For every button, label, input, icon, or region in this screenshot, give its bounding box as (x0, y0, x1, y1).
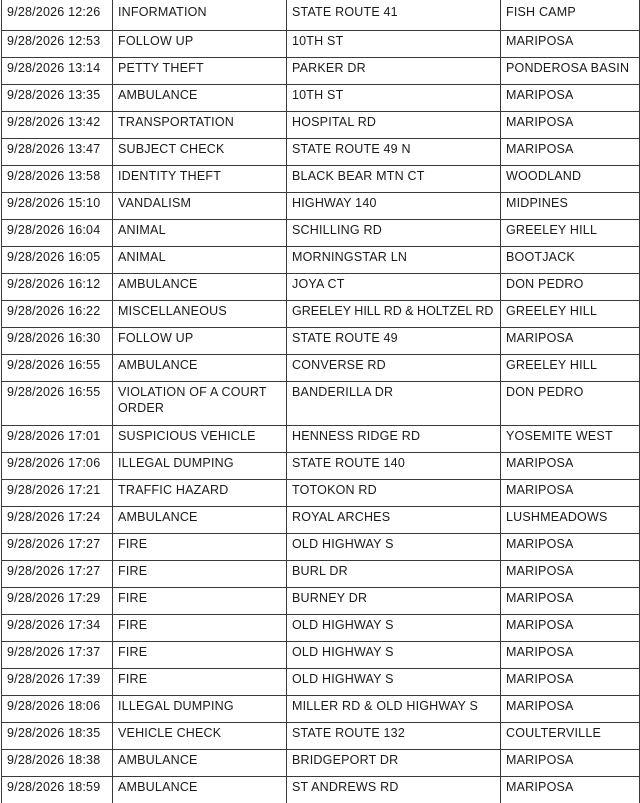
cell-type: VEHICLE CHECK (113, 722, 287, 749)
cell-type: AMBULANCE (113, 749, 287, 776)
cell-area: MARIPOSA (501, 560, 640, 587)
cell-datetime: 9/28/2026 17:01 (2, 425, 113, 452)
cell-type: INFORMATION (113, 0, 287, 30)
cell-location: STATE ROUTE 49 N (287, 138, 501, 165)
cell-area: YOSEMITE WEST (501, 425, 640, 452)
table-row (2, 533, 640, 560)
cell-location: STATE ROUTE 41 (287, 0, 501, 30)
cell-type: FIRE (113, 587, 287, 614)
cell-datetime: 9/28/2026 17:37 (2, 641, 113, 668)
cell-datetime: 9/28/2026 17:27 (2, 533, 113, 560)
table-row (2, 560, 640, 587)
cell-area: LUSHMEADOWS (501, 506, 640, 533)
cell-location: TOTOKON RD (287, 479, 501, 506)
cell-location: STATE ROUTE 49 (287, 327, 501, 354)
table-row (2, 0, 640, 30)
cell-area: MARIPOSA (501, 614, 640, 641)
table-row (2, 425, 640, 452)
cell-datetime: 9/28/2026 16:55 (2, 354, 113, 381)
cell-datetime: 9/28/2026 16:55 (2, 381, 113, 425)
cell-location: HOSPITAL RD (287, 111, 501, 138)
cell-type: AMBULANCE (113, 273, 287, 300)
incident-log-body (2, 0, 640, 803)
cell-type: PETTY THEFT (113, 57, 287, 84)
cell-area: FISH CAMP (501, 0, 640, 30)
table-row (2, 452, 640, 479)
cell-datetime: 9/28/2026 18:59 (2, 776, 113, 803)
table-row (2, 749, 640, 776)
cell-location: 10TH ST (287, 30, 501, 57)
cell-area: MARIPOSA (501, 749, 640, 776)
cell-datetime: 9/28/2026 16:12 (2, 273, 113, 300)
cell-type: AMBULANCE (113, 776, 287, 803)
cell-area: MARIPOSA (501, 327, 640, 354)
cell-location: OLD HIGHWAY S (287, 614, 501, 641)
cell-area: MARIPOSA (501, 587, 640, 614)
cell-location: STATE ROUTE 140 (287, 452, 501, 479)
cell-location: BLACK BEAR MTN CT (287, 165, 501, 192)
cell-area: DON PEDRO (501, 273, 640, 300)
table-row (2, 57, 640, 84)
cell-datetime: 9/28/2026 13:58 (2, 165, 113, 192)
cell-area: MARIPOSA (501, 641, 640, 668)
cell-datetime: 9/28/2026 18:06 (2, 695, 113, 722)
cell-type: TRANSPORTATION (113, 111, 287, 138)
cell-type: FIRE (113, 533, 287, 560)
table-row (2, 300, 640, 327)
cell-type: VIOLATION OF A COURT ORDER (113, 381, 287, 425)
incident-log-table (1, 0, 640, 803)
cell-datetime: 9/28/2026 17:29 (2, 587, 113, 614)
cell-location: HENNESS RIDGE RD (287, 425, 501, 452)
cell-type: VANDALISM (113, 192, 287, 219)
cell-type: ANIMAL (113, 219, 287, 246)
cell-location: MILLER RD & OLD HIGHWAY S (287, 695, 501, 722)
table-row (2, 246, 640, 273)
cell-area: GREELEY HILL (501, 300, 640, 327)
cell-datetime: 9/28/2026 15:10 (2, 192, 113, 219)
cell-datetime: 9/28/2026 17:06 (2, 452, 113, 479)
cell-area: DON PEDRO (501, 381, 640, 425)
cell-location: HIGHWAY 140 (287, 192, 501, 219)
cell-datetime: 9/28/2026 17:39 (2, 668, 113, 695)
cell-type: AMBULANCE (113, 354, 287, 381)
cell-location: MORNINGSTAR LN (287, 246, 501, 273)
cell-type: FIRE (113, 641, 287, 668)
cell-datetime: 9/28/2026 17:24 (2, 506, 113, 533)
table-row (2, 587, 640, 614)
cell-area: MARIPOSA (501, 452, 640, 479)
table-row (2, 165, 640, 192)
cell-area: MARIPOSA (501, 84, 640, 111)
table-row (2, 641, 640, 668)
cell-datetime: 9/28/2026 18:35 (2, 722, 113, 749)
cell-area: MIDPINES (501, 192, 640, 219)
cell-datetime: 9/28/2026 13:42 (2, 111, 113, 138)
cell-datetime: 9/28/2026 16:04 (2, 219, 113, 246)
cell-location: OLD HIGHWAY S (287, 641, 501, 668)
table-row (2, 111, 640, 138)
cell-location: ST ANDREWS RD (287, 776, 501, 803)
cell-area: GREELEY HILL (501, 219, 640, 246)
table-row (2, 30, 640, 57)
cell-location: PARKER DR (287, 57, 501, 84)
cell-location: BURL DR (287, 560, 501, 587)
table-row (2, 614, 640, 641)
table-row (2, 722, 640, 749)
cell-location: OLD HIGHWAY S (287, 668, 501, 695)
cell-datetime: 9/28/2026 16:05 (2, 246, 113, 273)
cell-type: MISCELLANEOUS (113, 300, 287, 327)
cell-area: MARIPOSA (501, 695, 640, 722)
cell-area: MARIPOSA (501, 776, 640, 803)
cell-datetime: 9/28/2026 18:38 (2, 749, 113, 776)
table-row (2, 381, 640, 425)
table-row (2, 354, 640, 381)
cell-datetime: 9/28/2026 16:30 (2, 327, 113, 354)
cell-area: GREELEY HILL (501, 354, 640, 381)
cell-area: PONDEROSA BASIN (501, 57, 640, 84)
cell-datetime: 9/28/2026 16:22 (2, 300, 113, 327)
cell-location: 10TH ST (287, 84, 501, 111)
cell-area: MARIPOSA (501, 30, 640, 57)
cell-area: BOOTJACK (501, 246, 640, 273)
cell-datetime: 9/28/2026 12:53 (2, 30, 113, 57)
table-row (2, 506, 640, 533)
table-row (2, 192, 640, 219)
cell-location: JOYA CT (287, 273, 501, 300)
cell-area: WOODLAND (501, 165, 640, 192)
cell-type: ILLEGAL DUMPING (113, 695, 287, 722)
cell-area: COULTERVILLE (501, 722, 640, 749)
table-row (2, 84, 640, 111)
cell-type: ILLEGAL DUMPING (113, 452, 287, 479)
cell-location: OLD HIGHWAY S (287, 533, 501, 560)
cell-type: TRAFFIC HAZARD (113, 479, 287, 506)
table-row (2, 695, 640, 722)
cell-location: BANDERILLA DR (287, 381, 501, 425)
cell-area: MARIPOSA (501, 668, 640, 695)
table-row (2, 479, 640, 506)
cell-location: ROYAL ARCHES (287, 506, 501, 533)
cell-type: FIRE (113, 560, 287, 587)
cell-type: FIRE (113, 614, 287, 641)
cell-location: STATE ROUTE 132 (287, 722, 501, 749)
cell-type: FOLLOW UP (113, 30, 287, 57)
cell-location: SCHILLING RD (287, 219, 501, 246)
cell-area: MARIPOSA (501, 111, 640, 138)
table-row (2, 273, 640, 300)
cell-type: FIRE (113, 668, 287, 695)
cell-type: FOLLOW UP (113, 327, 287, 354)
cell-area: MARIPOSA (501, 138, 640, 165)
cell-type: AMBULANCE (113, 84, 287, 111)
table-row (2, 219, 640, 246)
cell-type: ANIMAL (113, 246, 287, 273)
table-row (2, 668, 640, 695)
cell-datetime: 9/28/2026 13:35 (2, 84, 113, 111)
cell-area: MARIPOSA (501, 479, 640, 506)
table-row (2, 138, 640, 165)
cell-type: IDENTITY THEFT (113, 165, 287, 192)
table-row (2, 327, 640, 354)
cell-datetime: 9/28/2026 13:14 (2, 57, 113, 84)
cell-type: SUSPICIOUS VEHICLE (113, 425, 287, 452)
cell-location: GREELEY HILL RD & HOLTZEL RD (287, 300, 501, 327)
cell-type: AMBULANCE (113, 506, 287, 533)
cell-datetime: 9/28/2026 13:47 (2, 138, 113, 165)
cell-datetime: 9/28/2026 17:34 (2, 614, 113, 641)
cell-datetime: 9/28/2026 17:27 (2, 560, 113, 587)
cell-datetime: 9/28/2026 12:26 (2, 0, 113, 30)
cell-location: CONVERSE RD (287, 354, 501, 381)
cell-datetime: 9/28/2026 17:21 (2, 479, 113, 506)
cell-area: MARIPOSA (501, 533, 640, 560)
cell-location: BURNEY DR (287, 587, 501, 614)
cell-location: BRIDGEPORT DR (287, 749, 501, 776)
cell-type: SUBJECT CHECK (113, 138, 287, 165)
